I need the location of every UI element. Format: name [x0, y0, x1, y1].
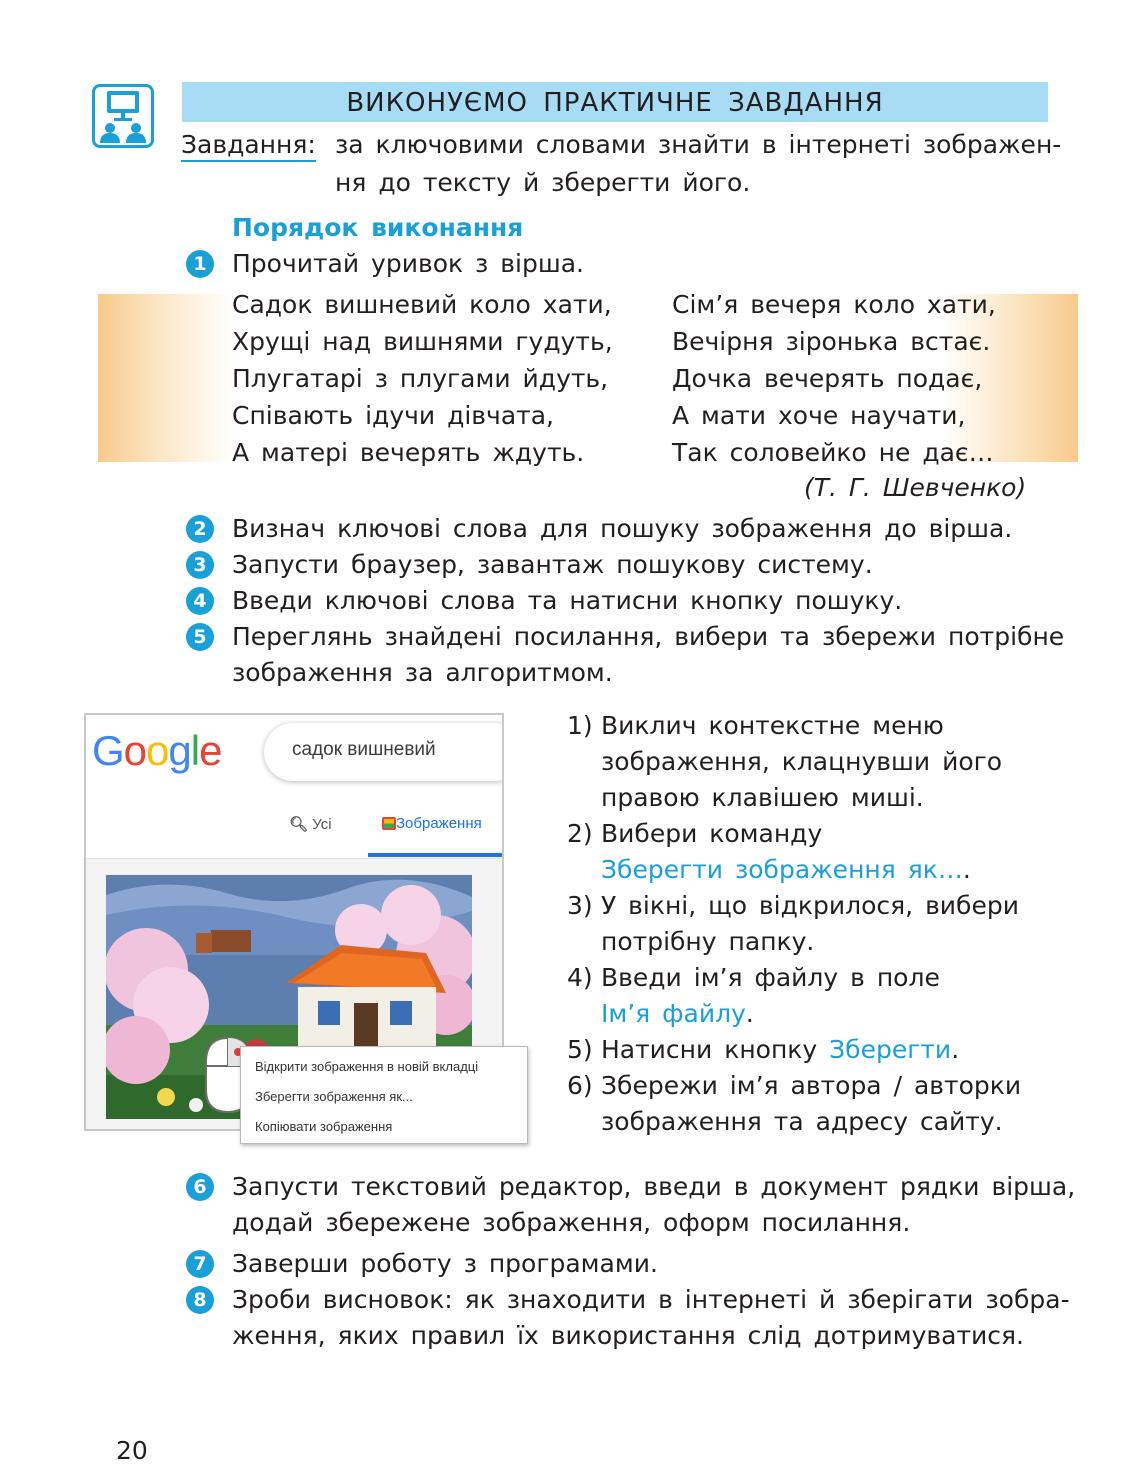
algo-5-num: 5): [567, 1035, 593, 1064]
step-8-text-line2: ження, яких правил їх використання слід дотримуватися.: [232, 1321, 1024, 1350]
computer-class-icon: [92, 84, 154, 148]
tab-images-label: Зображення: [396, 815, 482, 832]
logo-letter: e: [199, 727, 222, 774]
algo-5-line: [601, 1033, 959, 1067]
tab-all-label: Усі: [312, 816, 332, 833]
menu-item-copy-image[interactable]: Копіювати зображення: [255, 1119, 393, 1134]
step-number-3: 3: [186, 551, 214, 579]
algo-2-num: 2): [567, 819, 593, 848]
context-menu: [240, 1046, 528, 1144]
poem-right-line-3: Дочка вечерять подає,: [672, 364, 983, 393]
button-save: Зберегти: [829, 1035, 952, 1064]
logo-letter: o: [146, 727, 169, 774]
search-value: садок вишневий: [292, 739, 436, 760]
algo-4-num: 4): [567, 963, 593, 992]
step-5-text-line1: Переглянь знайдені посилання, вибери та збережи потрібне: [232, 622, 1065, 651]
logo-letter: l: [190, 727, 200, 774]
field-file-name: Ім’я файлу: [601, 999, 746, 1028]
menu-item-open-new-tab[interactable]: Відкрити зображення в новій вкладці: [255, 1059, 479, 1074]
algo-2-line1: Вибери команду: [601, 819, 823, 848]
algo-1-line3: правою клавішею миші.: [601, 783, 924, 812]
page-number: 20: [116, 1436, 148, 1465]
algo-1-line1: Виклич контекстне меню: [601, 711, 944, 740]
poem-author: (Т. Г. Шевченко): [804, 473, 1027, 502]
logo-letter: g: [168, 727, 191, 774]
algo-4-line1: Введи ім’я файлу в поле: [601, 963, 940, 992]
poem-left-line-5: А матері вечерять ждуть.: [232, 438, 585, 467]
task-text-line1: за ключовими словами знайти в інтернеті зображен-: [335, 130, 1062, 159]
step-4-text: Введи ключові слова та натисни кнопку пошуку.: [232, 586, 903, 615]
tab-all[interactable]: [289, 815, 332, 833]
google-logo: [92, 727, 221, 775]
algo-4-line2: [601, 997, 754, 1031]
step-2-text: Визнач ключові слова для пошуку зображення до вірша.: [232, 514, 1013, 543]
task-label: Завдання:: [181, 130, 316, 162]
poem-left-line-1: Садок вишневий коло хати,: [232, 290, 612, 319]
algo-1-line2: зображення, клацнувши його: [601, 747, 1003, 776]
algo-1-num: 1): [567, 711, 593, 740]
logo-letters: [92, 727, 221, 774]
search-icon: 🔍︎: [289, 816, 309, 833]
poem-right-line-4: А мати хоче научати,: [672, 401, 966, 430]
step-8-text-line1: Зроби висновок: як знаходити в інтернеті й зберігати зобра-: [232, 1285, 1070, 1314]
algo-2-line2: [601, 853, 971, 887]
step-5-text-line2: зображення за алгоритмом.: [232, 658, 613, 687]
task-text-line2: ня до тексту й зберегти його.: [335, 168, 751, 197]
step-6-text-line2: додай збережене зображення, оформ посилання.: [232, 1208, 911, 1237]
poem-left-line-2: Хрущі над вишнями гудуть,: [232, 327, 613, 356]
procedure-title: Порядок виконання: [232, 213, 524, 242]
tab-images[interactable]: [382, 815, 482, 832]
algo-3-line2: потрібну папку.: [601, 927, 815, 956]
algo-5-period: .: [951, 1035, 960, 1064]
logo-letter: G: [92, 727, 124, 774]
algo-4-period: .: [745, 999, 754, 1028]
poem-right-line-5: Так соловейко не дає…: [672, 438, 994, 467]
step-number-7: 7: [186, 1250, 214, 1278]
logo-letter: o: [123, 727, 147, 774]
step-1-text: Прочитай уривок з вірша.: [232, 249, 584, 278]
step-number-5: 5: [186, 623, 214, 651]
algo-6-line1: Збережи ім’я автора / авторки: [601, 1071, 1022, 1100]
poem-left-line-4: Співають ідучи дівчата,: [232, 401, 554, 430]
algo-6-num: 6): [567, 1071, 593, 1100]
section-banner: [182, 82, 1048, 122]
step-number-4: 4: [186, 587, 214, 615]
search-header: [86, 715, 502, 859]
active-tab-indicator: [368, 853, 504, 857]
step-3-text: Запусти браузер, завантаж пошукову систему.: [232, 550, 873, 579]
image-icon: [382, 817, 396, 830]
algo-3-num: 3): [567, 891, 593, 920]
step-number-2: 2: [186, 515, 214, 543]
step-number-1: 1: [186, 250, 214, 278]
algo-3-line1: У вікні, що відкрилося, вибери: [601, 891, 1019, 920]
step-6-text-line1: Запусти текстовий редактор, введи в документ рядки вірша,: [232, 1172, 1076, 1201]
algo-6-line2: зображення та адресу сайту.: [601, 1107, 1003, 1136]
algo-5-text: Натисни кнопку: [601, 1035, 830, 1064]
step-number-8: 8: [186, 1286, 214, 1314]
algo-2-period: .: [962, 855, 971, 884]
step-7-text: Заверши роботу з програмами.: [232, 1249, 658, 1278]
poem-right-line-1: Сім’я вечеря коло хати,: [672, 290, 996, 319]
command-save-image-as: Зберегти зображення як…: [601, 855, 963, 884]
search-input[interactable]: [264, 723, 504, 781]
poem-right-line-2: Вечірня зіронька встає.: [672, 327, 991, 356]
step-number-6: 6: [186, 1173, 214, 1201]
poem-left-line-3: Плугатарі з плугами йдуть,: [232, 364, 609, 393]
section-title: ВИКОНУЄМО ПРАКТИЧНЕ ЗАВДАННЯ: [346, 88, 884, 118]
menu-item-save-image-as[interactable]: Зберегти зображення як...: [255, 1089, 413, 1104]
